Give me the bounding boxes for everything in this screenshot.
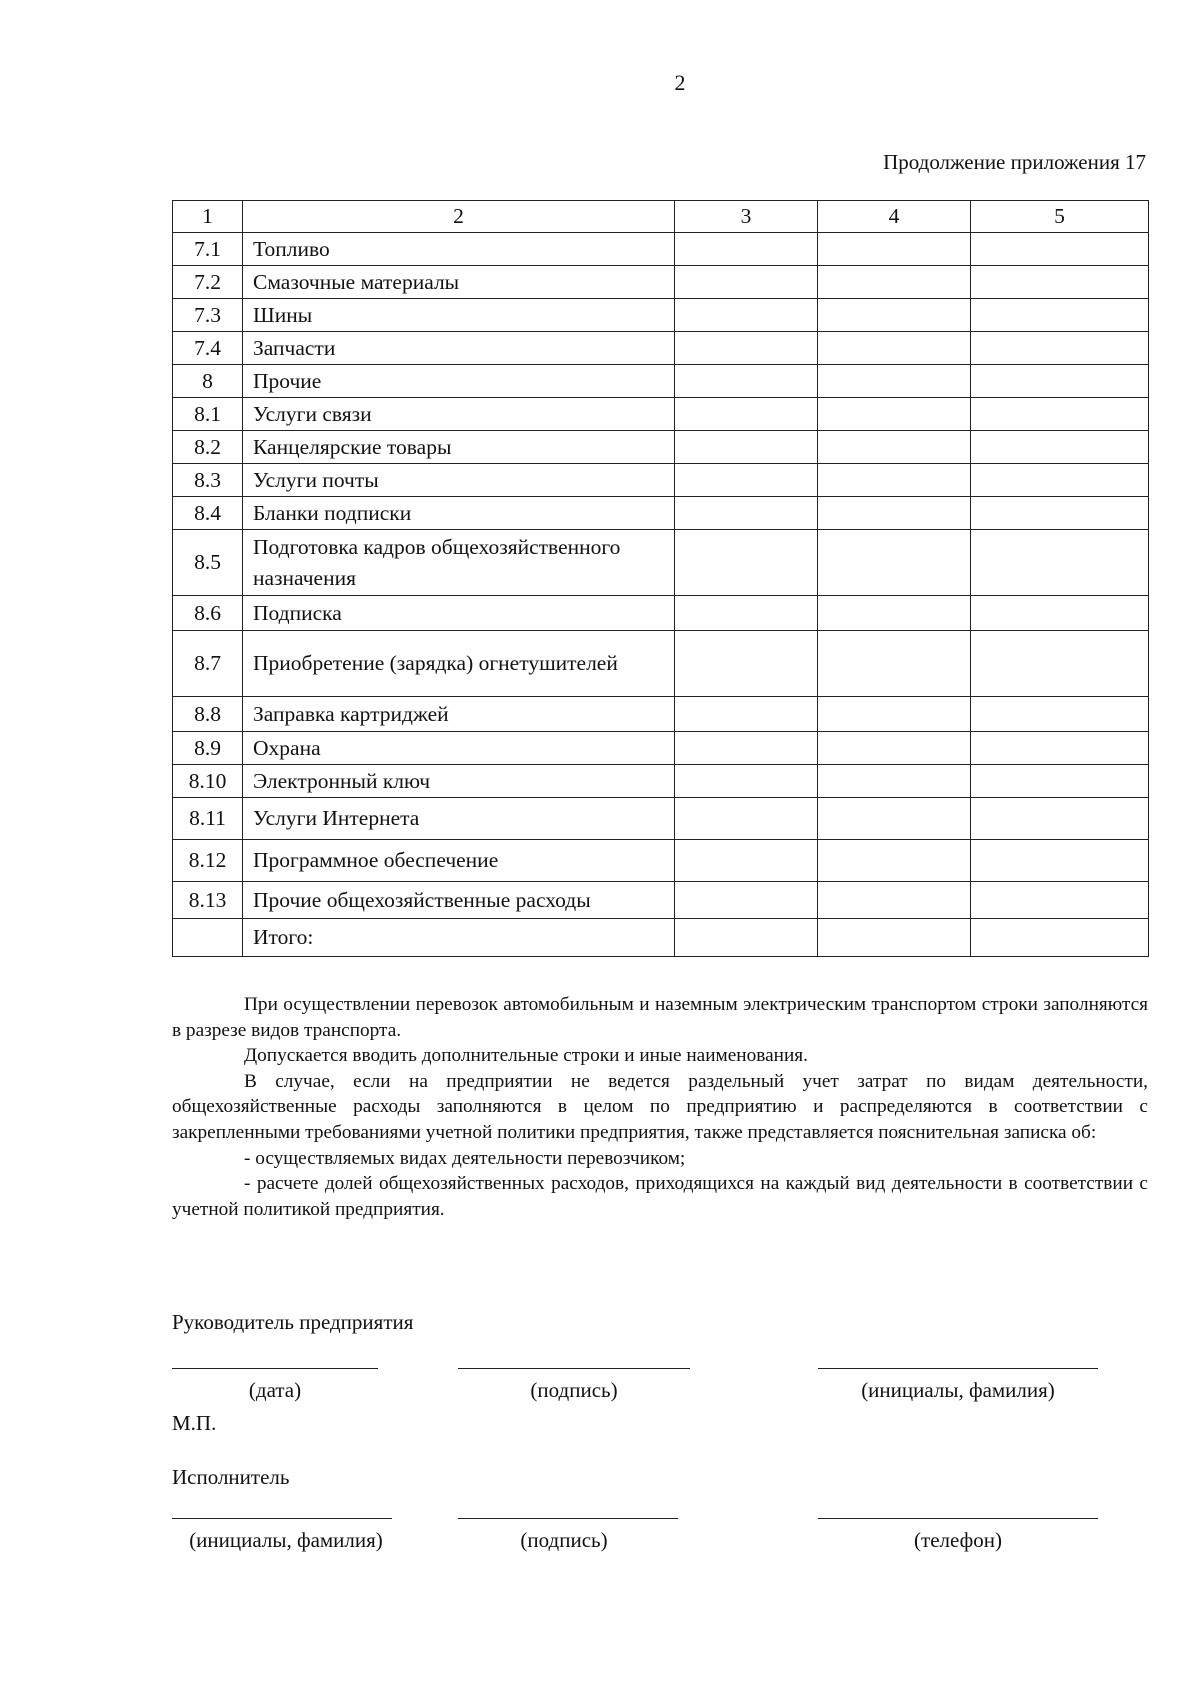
cell-col-4[interactable] <box>818 398 971 431</box>
row-number: 8.9 <box>173 732 243 765</box>
cell-col-3[interactable] <box>675 840 818 882</box>
head-title: Руководитель предприятия <box>172 1310 414 1334</box>
cell-col-5[interactable] <box>971 233 1149 266</box>
row-name: Прочие <box>243 365 675 398</box>
cell-col-5[interactable] <box>971 697 1149 732</box>
row-number: 8.1 <box>173 398 243 431</box>
cell-col-5[interactable] <box>971 266 1149 299</box>
cell-col-5[interactable] <box>971 530 1149 596</box>
note-paragraph: Допускается вводить дополнительные строки и иные наименования. <box>244 1045 808 1067</box>
table-row <box>173 233 1149 266</box>
row-name: Услуги почты <box>243 464 675 497</box>
row-number: 8.8 <box>173 697 243 732</box>
table-row <box>173 497 1149 530</box>
table-row <box>173 365 1149 398</box>
row-number: 7.2 <box>173 266 243 299</box>
row-number: 8.10 <box>173 765 243 798</box>
cell-col-4[interactable] <box>818 497 971 530</box>
cell-col-4[interactable] <box>818 798 971 840</box>
table-row <box>173 332 1149 365</box>
cell-col-5[interactable] <box>971 431 1149 464</box>
executor-phone-line[interactable] <box>818 1518 1098 1519</box>
continuation-label: Продолжение приложения 17 <box>883 150 1146 174</box>
row-number: 8.12 <box>173 840 243 882</box>
executor-name-line[interactable] <box>172 1518 392 1519</box>
row-number: 7.3 <box>173 299 243 332</box>
note-list-item: - расчете долей общехозяйственных расходов, приходящихся на каждый вид деятельности в соответствии с учетной политикой предприятия. <box>172 1173 1148 1220</box>
cell-col-3[interactable] <box>675 697 818 732</box>
note-paragraph: В случае, если на предприятии не ведется раздельный учет затрат по видам деятельности, общехозяйственные расходы заполняются в целом по предприятию и распределяются в соответствии с закрепленными требованиями учетной политики предприятия, также представляется пояснительная записка об: <box>172 1070 1148 1143</box>
cell-col-5[interactable] <box>971 299 1149 332</box>
cell-col-5[interactable] <box>971 398 1149 431</box>
cell-col-4[interactable] <box>818 596 971 631</box>
table-row <box>173 530 1149 596</box>
page-number: 2 <box>674 70 686 95</box>
cell-col-3[interactable] <box>675 631 818 697</box>
cell-col-5[interactable] <box>971 365 1149 398</box>
cell-col-4[interactable] <box>818 919 971 957</box>
cell-col-5[interactable] <box>971 882 1149 919</box>
cell-col-3[interactable] <box>675 497 818 530</box>
cell-col-4[interactable] <box>818 365 971 398</box>
row-name: Смазочные материалы <box>243 266 675 299</box>
cell-col-3[interactable] <box>675 332 818 365</box>
cell-col-3[interactable] <box>675 798 818 840</box>
cell-col-4[interactable] <box>818 732 971 765</box>
cell-col-5[interactable] <box>971 464 1149 497</box>
header-col-2: 2 <box>243 201 675 233</box>
cell-col-5[interactable] <box>971 497 1149 530</box>
date-caption: (дата) <box>248 1378 302 1402</box>
cell-col-5[interactable] <box>971 596 1149 631</box>
name-line[interactable] <box>818 1368 1098 1369</box>
row-name: Программное обеспечение <box>243 840 675 882</box>
table-row <box>173 697 1149 732</box>
cell-col-4[interactable] <box>818 840 971 882</box>
row-number: 8.11 <box>173 798 243 840</box>
cell-col-4[interactable] <box>818 233 971 266</box>
row-number: 8.6 <box>173 596 243 631</box>
row-name: Итого: <box>243 919 675 957</box>
cell-col-3[interactable] <box>675 233 818 266</box>
cell-col-4[interactable] <box>818 882 971 919</box>
note-list-item: - осуществляемых видах деятельности перевозчиком; <box>244 1147 686 1169</box>
signature-caption: (подпись) <box>530 1378 618 1402</box>
executor-signature-line[interactable] <box>458 1518 678 1519</box>
cell-col-4[interactable] <box>818 332 971 365</box>
table-row <box>173 765 1149 798</box>
signature-line[interactable] <box>458 1368 690 1369</box>
table-header-row <box>173 201 1149 233</box>
table-row <box>173 840 1149 882</box>
cell-col-4[interactable] <box>818 299 971 332</box>
executor-name-caption: (инициалы, фамилия) <box>189 1528 383 1552</box>
cell-col-4[interactable] <box>818 464 971 497</box>
header-col-1: 1 <box>173 201 243 233</box>
table-row <box>173 596 1149 631</box>
cell-col-4[interactable] <box>818 631 971 697</box>
table-row <box>173 631 1149 697</box>
stamp-label: М.П. <box>172 1411 217 1435</box>
table-total-row <box>173 919 1149 957</box>
row-name: Бланки подписки <box>243 497 675 530</box>
date-line[interactable] <box>172 1368 378 1369</box>
row-name: Охрана <box>243 732 675 765</box>
row-name: Подписка <box>243 596 675 631</box>
row-name: Заправка картриджей <box>243 697 675 732</box>
row-number: 8.7 <box>173 631 243 697</box>
cell-col-3[interactable] <box>675 765 818 798</box>
row-name: Шины <box>243 299 675 332</box>
header-col-5: 5 <box>971 201 1149 233</box>
cell-col-5[interactable] <box>971 631 1149 697</box>
cell-col-3[interactable] <box>675 530 818 596</box>
row-number: 8.5 <box>173 530 243 596</box>
cell-col-5[interactable] <box>971 732 1149 765</box>
cell-col-3[interactable] <box>675 398 818 431</box>
table-row <box>173 299 1149 332</box>
cell-col-4[interactable] <box>818 697 971 732</box>
table-row <box>173 464 1149 497</box>
table-row <box>173 798 1149 840</box>
row-name: Услуги Интернета <box>243 798 675 840</box>
cell-col-4[interactable] <box>818 765 971 798</box>
notes-section <box>172 992 1148 1222</box>
row-number: 8.3 <box>173 464 243 497</box>
cell-col-3[interactable] <box>675 919 818 957</box>
cell-col-3[interactable] <box>675 882 818 919</box>
name-caption: (инициалы, фамилия) <box>861 1378 1055 1402</box>
table-row <box>173 266 1149 299</box>
row-name: Запчасти <box>243 332 675 365</box>
table-row <box>173 732 1149 765</box>
row-number: 8.4 <box>173 497 243 530</box>
header-col-4: 4 <box>818 201 971 233</box>
executor-phone-caption: (телефон) <box>914 1528 1002 1552</box>
row-name: Электронный ключ <box>243 765 675 798</box>
row-number: 8 <box>173 365 243 398</box>
cell-col-5[interactable] <box>971 765 1149 798</box>
row-number: 7.1 <box>173 233 243 266</box>
row-number: 7.4 <box>173 332 243 365</box>
row-name: Канцелярские товары <box>243 431 675 464</box>
cell-col-3[interactable] <box>675 266 818 299</box>
header-col-3: 3 <box>675 201 818 233</box>
cell-col-3[interactable] <box>675 464 818 497</box>
executor-signature-caption: (подпись) <box>520 1528 608 1552</box>
row-number: 8.13 <box>173 882 243 919</box>
note-paragraph: При осуществлении перевозок автомобильным и наземным электрическим транспортом строки заполняются в разрезе видов транспорта. <box>172 994 1148 1041</box>
cell-col-3[interactable] <box>675 365 818 398</box>
cell-col-5[interactable] <box>971 919 1149 957</box>
table-row <box>173 398 1149 431</box>
cell-col-4[interactable] <box>818 530 971 596</box>
row-number <box>173 919 243 957</box>
cell-col-3[interactable] <box>675 431 818 464</box>
cell-col-4[interactable] <box>818 431 971 464</box>
cell-col-3[interactable] <box>675 732 818 765</box>
cell-col-4[interactable] <box>818 266 971 299</box>
row-name: Услуги связи <box>243 398 675 431</box>
row-number: 8.2 <box>173 431 243 464</box>
table-row <box>173 431 1149 464</box>
cell-col-5[interactable] <box>971 840 1149 882</box>
cell-col-5[interactable] <box>971 332 1149 365</box>
row-name: Топливо <box>243 233 675 266</box>
cell-col-3[interactable] <box>675 596 818 631</box>
table-row <box>173 882 1149 919</box>
row-name: Прочие общехозяйственные расходы <box>243 882 675 919</box>
expense-table <box>172 200 1149 957</box>
cell-col-5[interactable] <box>971 798 1149 840</box>
row-name: Приобретение (зарядка) огнетушителей <box>243 631 675 697</box>
row-name: Подготовка кадров общехозяйственного назначения <box>243 530 675 596</box>
cell-col-3[interactable] <box>675 299 818 332</box>
executor-title: Исполнитель <box>172 1465 290 1489</box>
